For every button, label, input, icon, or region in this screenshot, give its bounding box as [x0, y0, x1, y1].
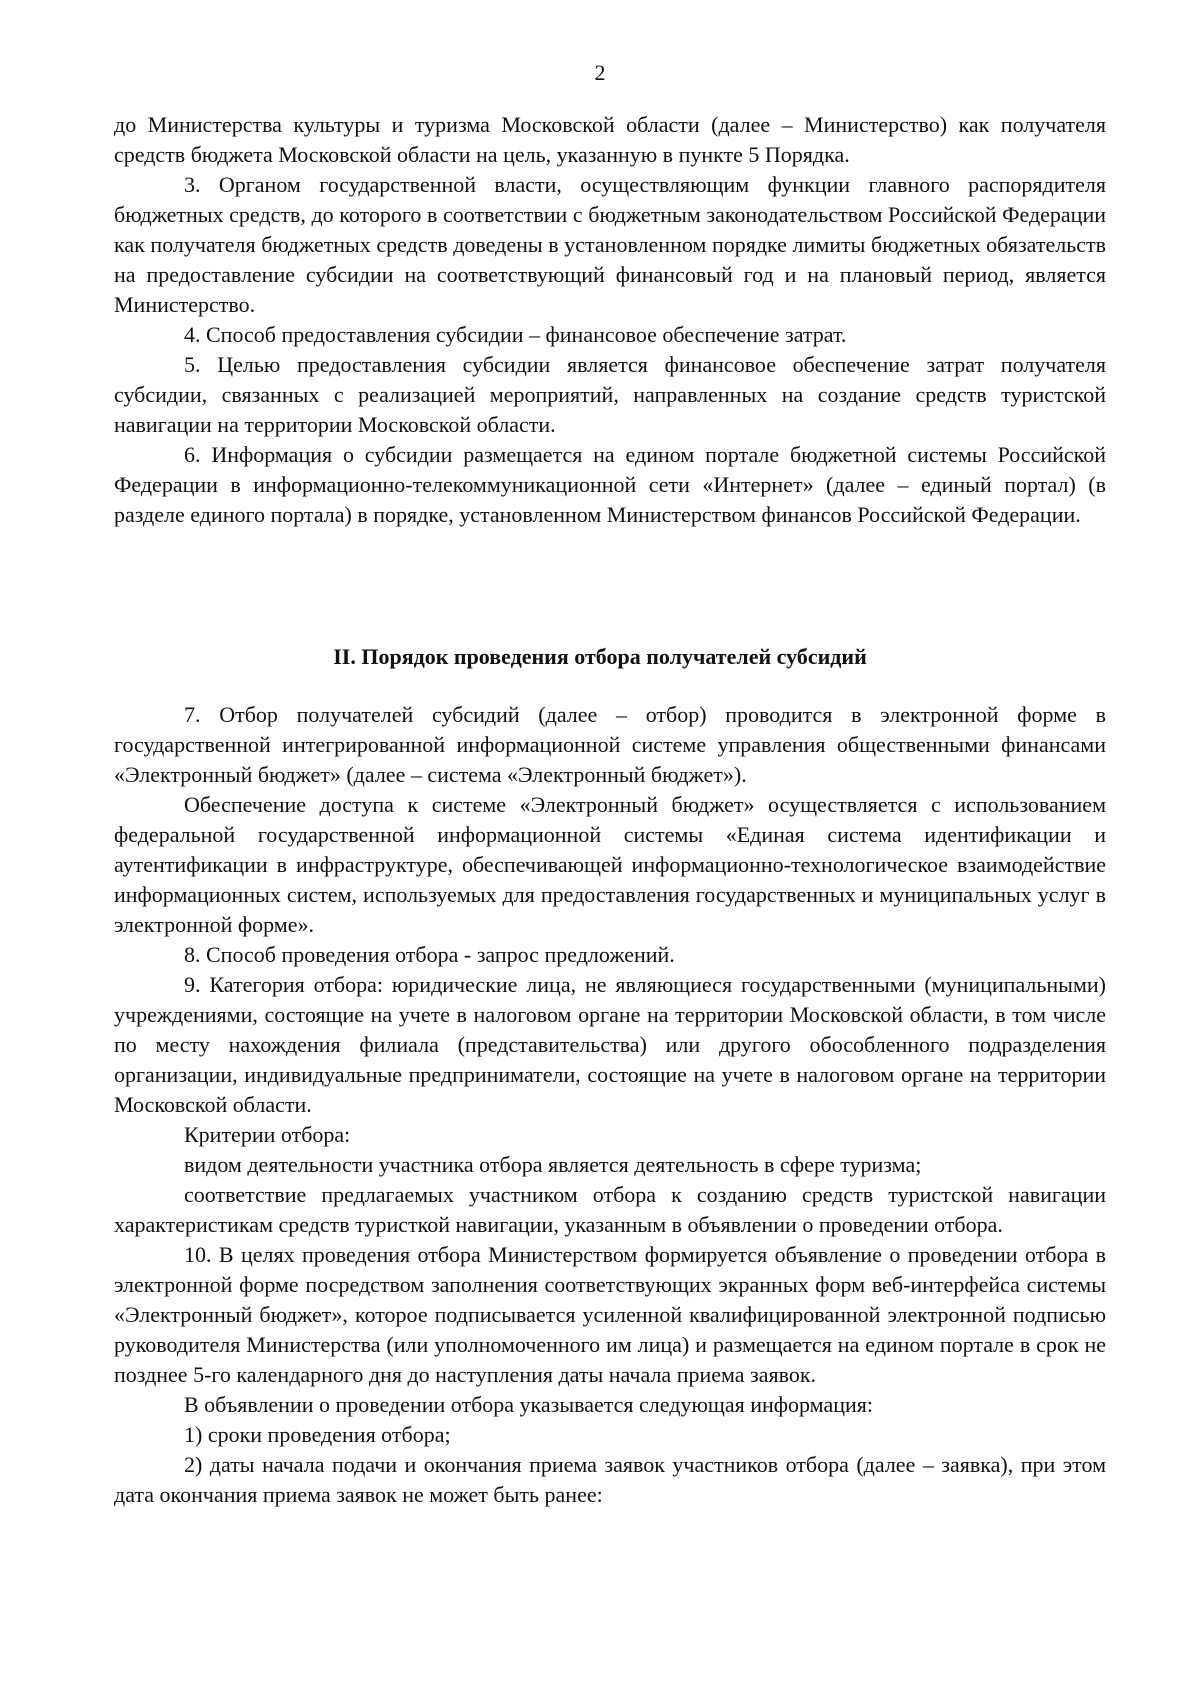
paragraph: 4. Способ предоставления субсидии – финансовое обеспечение затрат.: [184, 322, 847, 347]
paragraph: видом деятельности участника отбора является деятельность в сфере туризма;: [184, 1152, 922, 1177]
body-text-bottom: [114, 700, 1106, 1510]
paragraph: Критерии отбора:: [184, 1122, 351, 1147]
section-title: II. Порядок проведения отбора получателей субсидий: [333, 644, 867, 669]
paragraph: 5. Целью предоставления субсидии является финансовое обеспечение затрат получателя субсидии, связанных с реализацией мероприятий, направленных на создание средств туристской навигации на территории Московской области.: [114, 352, 1106, 437]
page-number: 2: [594, 60, 606, 85]
body-text-top: [114, 110, 1106, 530]
paragraph: 7. Отбор получателей субсидий (далее – отбор) проводится в электронной форме в государственной интегрированной информационной системе управления общественными финансами «Электронный бюджет» (далее – система «Электронный бюджет»).: [114, 702, 1106, 787]
paragraph: 3. Органом государственной власти, осуществляющим функции главного распорядителя бюджетных средств, до которого в соответствии с бюджетным законодательством Российской Федерации как получателя бюджетных средств доведены в установленном порядке лимиты бюджетных обязательств на предоставление субсидии на соответствующий финансовый год и на плановый период, является Министерство.: [114, 172, 1106, 317]
paragraph: до Министерства культуры и туризма Московской области (далее – Министерство) как получателя средств бюджета Московской области на цель, указанную в пункте 5 Порядка.: [114, 112, 1106, 167]
paragraph: Обеспечение доступа к системе «Электронный бюджет» осуществляется с использованием федеральной государственной информационной системы «Единая система идентификации и аутентификации в инфраструктуре, обеспечивающей информационно-технологическое взаимодействие информационных систем, используемых для предоставления государственных и муниципальных услуг в электронной форме».: [114, 792, 1106, 937]
paragraph: В объявлении о проведении отбора указывается следующая информация:: [184, 1392, 873, 1417]
paragraph: 6. Информация о субсидии размещается на едином портале бюджетной системы Российской Федерации в информационно-телекоммуникационной сети «Интернет» (далее – единый портал) (в разделе единого портала) в порядке, установленном Министерством финансов Российской Федерации.: [114, 442, 1106, 527]
paragraph: соответствие предлагаемых участником отбора к созданию средств туристской навигации характеристикам средств туристкой навигации, указанным в объявлении о проведении отбора.: [114, 1182, 1106, 1237]
paragraph: 2) даты начала подачи и окончания приема заявок участников отбора (далее – заявка), при этом дата окончания приема заявок не может быть ранее:: [114, 1452, 1106, 1507]
paragraph: 10. В целях проведения отбора Министерством формируется объявление о проведении отбора в электронной форме посредством заполнения соответствующих экранных форм веб-интерфейса системы «Электронный бюджет», которое подписывается усиленной квалифицированной электронной подписью руководителя Министерства (или уполномоченного им лица) и размещается на едином портале в срок не позднее 5-го календарного дня до наступления даты начала приема заявок.: [114, 1242, 1106, 1387]
paragraph: 1) сроки проведения отбора;: [184, 1422, 451, 1447]
paragraph: 8. Способ проведения отбора - запрос предложений.: [184, 942, 675, 967]
paragraph: 9. Категория отбора: юридические лица, не являющиеся государственными (муниципальными) учреждениями, состоящие на учете в налоговом органе на территории Московской области, в том числе по месту нахождения филиала (представительства) или другого обособленного подразделения организации, индивидуальные предприниматели, состоящие на учете в налоговом органе на территории Московской области.: [114, 972, 1106, 1117]
